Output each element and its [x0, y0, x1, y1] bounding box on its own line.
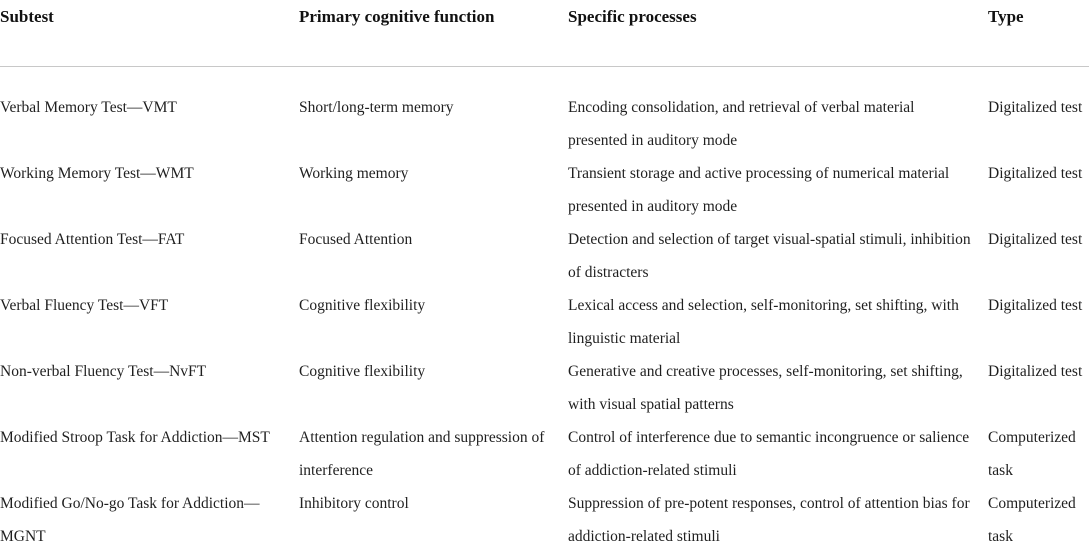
cell-type: Digitalized test — [988, 99, 1083, 116]
cell-subtest: Modified Stroop Task for Addiction—MST — [0, 429, 270, 446]
cell-function: Working memory — [299, 165, 409, 182]
cell-type: Digitalized test — [988, 231, 1083, 248]
table-row — [0, 421, 1089, 487]
cell-type: Digitalized test — [988, 165, 1083, 182]
cell-function: Focused Attention — [299, 231, 413, 248]
cell-type: Digitalized test — [988, 297, 1083, 314]
cell-function: Cognitive flexibility — [299, 363, 426, 380]
table-header-row — [0, 0, 1089, 67]
cell-processes: Generative and creative processes, self-monitoring, set shifting, with visual spatial patterns — [568, 363, 963, 413]
cell-processes: Encoding consolidation, and retrieval of verbal material presented in auditory mode — [568, 99, 915, 149]
cell-type: Computerized task — [988, 429, 1076, 479]
column-header-type: Type — [988, 0, 1089, 67]
cell-processes: Suppression of pre-potent responses, control of attention bias for addiction-related stimuli — [568, 495, 970, 543]
cell-type: Computerized task — [988, 495, 1076, 543]
cell-type: Digitalized test — [988, 363, 1083, 380]
cell-subtest: Verbal Memory Test—VMT — [0, 99, 177, 116]
table-body — [0, 67, 1089, 543]
cell-processes: Detection and selection of target visual-spatial stimuli, inhibition of distracters — [568, 231, 971, 281]
cell-subtest: Verbal Fluency Test—VFT — [0, 297, 169, 314]
table-row — [0, 67, 1089, 158]
cell-function: Short/long-term memory — [299, 99, 454, 116]
cell-subtest: Working Memory Test—WMT — [0, 165, 194, 182]
cell-processes: Transient storage and active processing of numerical material presented in auditory mode — [568, 165, 950, 215]
cell-subtest: Modified Go/No-go Task for Addiction—MGNT — [0, 495, 260, 543]
column-header-function: Primary cognitive function — [299, 0, 568, 67]
table-row — [0, 289, 1089, 355]
table-row — [0, 355, 1089, 421]
cell-function: Inhibitory control — [299, 495, 409, 512]
cell-function: Attention regulation and suppression of interference — [299, 429, 545, 479]
table-row — [0, 487, 1089, 543]
table-row — [0, 223, 1089, 289]
column-header-processes: Specific processes — [568, 0, 988, 67]
cell-function: Cognitive flexibility — [299, 297, 426, 314]
table-header — [0, 0, 1089, 67]
cell-subtest: Focused Attention Test—FAT — [0, 231, 185, 248]
cell-processes: Lexical access and selection, self-monitoring, set shifting, with linguistic material — [568, 297, 959, 347]
column-header-subtest: Subtest — [0, 0, 299, 67]
cell-processes: Control of interference due to semantic incongruence or salience of addiction-related stimuli — [568, 429, 970, 479]
cell-subtest: Non-verbal Fluency Test—NvFT — [0, 363, 207, 380]
table-row — [0, 157, 1089, 223]
